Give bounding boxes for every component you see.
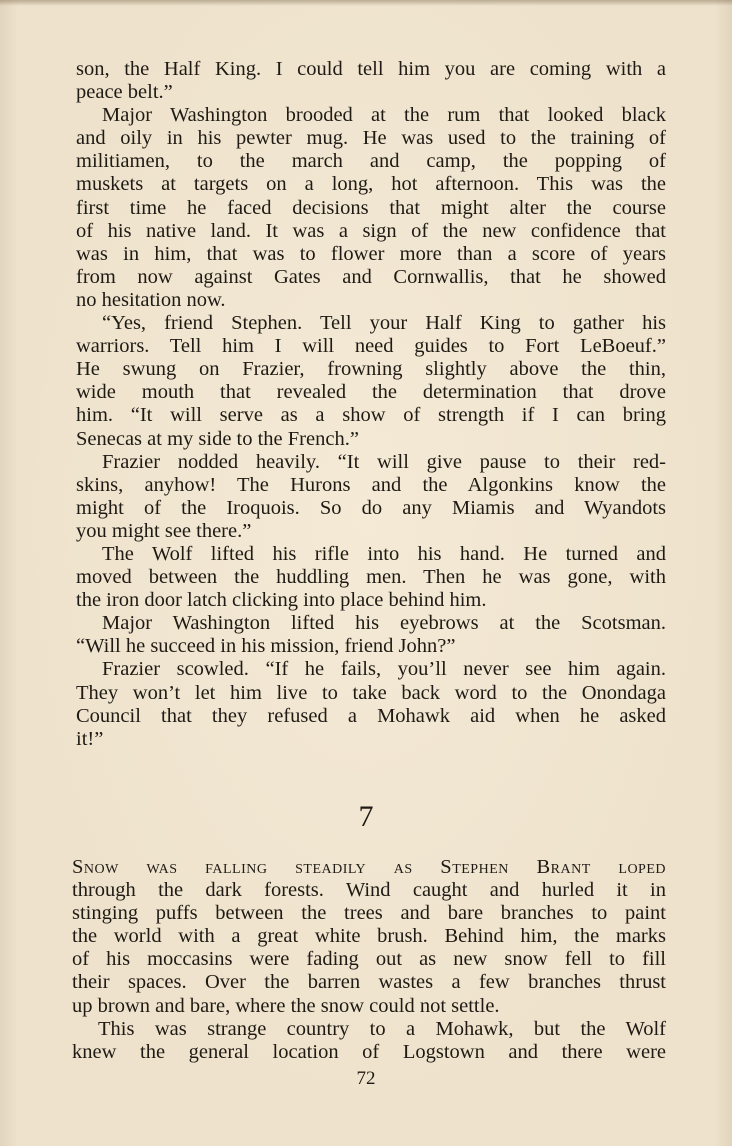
- text-line: through the dark forests. Wind caught and hurled it in: [72, 879, 666, 902]
- text-line: and oily in his pewter mug. He was used to the training of: [76, 127, 666, 150]
- text-line: no hesitation now.: [76, 288, 226, 311]
- text-line: He swung on Frazier, frowning slightly above the thin,: [76, 358, 666, 381]
- text-line: of his moccasins were fading out as new snow fell to fill: [72, 948, 666, 971]
- text-line: knew the general location of Logstown and there were: [72, 1040, 666, 1063]
- text-line: Major Washington brooded at the rum that looked black: [102, 104, 666, 127]
- text-line: stinging puffs between the trees and bare branches to paint: [72, 902, 666, 925]
- text-line: their spaces. Over the barren wastes a few branches thrust: [72, 971, 666, 994]
- text-line: militiamen, to the march and camp, the popping of: [76, 150, 666, 173]
- text-line: moved between the huddling men. Then he was gone, with: [76, 566, 666, 589]
- text-line: The Wolf lifted his rifle into his hand. He turned and: [102, 542, 666, 565]
- text-line: wide mouth that revealed the determination that drove: [76, 381, 666, 404]
- text-line: the iron door latch clicking into place behind him.: [76, 589, 487, 612]
- text-line: Major Washington lifted his eyebrows at the Scotsman.: [102, 612, 666, 635]
- text-line: might of the Iroquois. So do any Miamis and Wyandots: [76, 496, 666, 519]
- chapter-number: 7: [358, 800, 374, 833]
- text-line: from now against Gates and Cornwallis, that he showed: [76, 265, 666, 288]
- text-line: peace belt.”: [76, 81, 173, 104]
- page-top-edge: [0, 0, 732, 6]
- text-line: “Will he succeed in his mission, friend John?”: [76, 635, 456, 658]
- text-line: This was strange country to a Mohawk, but the Wolf: [98, 1017, 666, 1040]
- text-line: of his native land. It was a sign of the new confidence that: [76, 219, 666, 242]
- text-line: Council that they refused a Mohawk aid when he asked: [76, 704, 666, 727]
- text-line: skins, anyhow! The Hurons and the Algonkins know the: [76, 473, 666, 496]
- text-line: Snow was falling steadily as Stephen Brant loped: [72, 856, 666, 878]
- text-line: Senecas at my side to the French.”: [76, 427, 359, 450]
- text-line: it!”: [76, 727, 104, 750]
- text-line: the world with a great white brush. Behind him, the marks: [72, 925, 666, 948]
- body-text-chapter-opening: [72, 856, 666, 1064]
- body-text-top: [76, 58, 666, 751]
- text-line: first time he faced decisions that might alter the course: [76, 196, 666, 219]
- text-line: was in him, that was to flower more than a score of years: [76, 242, 666, 265]
- text-line: up brown and bare, where the snow could not settle.: [72, 994, 500, 1017]
- text-line: muskets at targets on a long, hot afternoon. This was the: [76, 173, 666, 196]
- text-line: Frazier scowled. “If he fails, you’ll never see him again.: [102, 658, 666, 681]
- text-line: son, the Half King. I could tell him you are coming with a: [76, 58, 666, 80]
- text-line: Frazier nodded heavily. “It will give pause to their red-: [102, 450, 666, 473]
- text-line: They won’t let him live to take back word to the Onondaga: [76, 681, 666, 704]
- text-line: “Yes, friend Stephen. Tell your Half King to gather his: [102, 312, 666, 335]
- text-line: him. “It will serve as a show of strength if I can bring: [76, 404, 666, 427]
- text-line: you might see there.”: [76, 519, 252, 542]
- page-number: 72: [356, 1068, 376, 1089]
- text-line: warriors. Tell him I will need guides to Fort LeBoeuf.”: [76, 335, 666, 358]
